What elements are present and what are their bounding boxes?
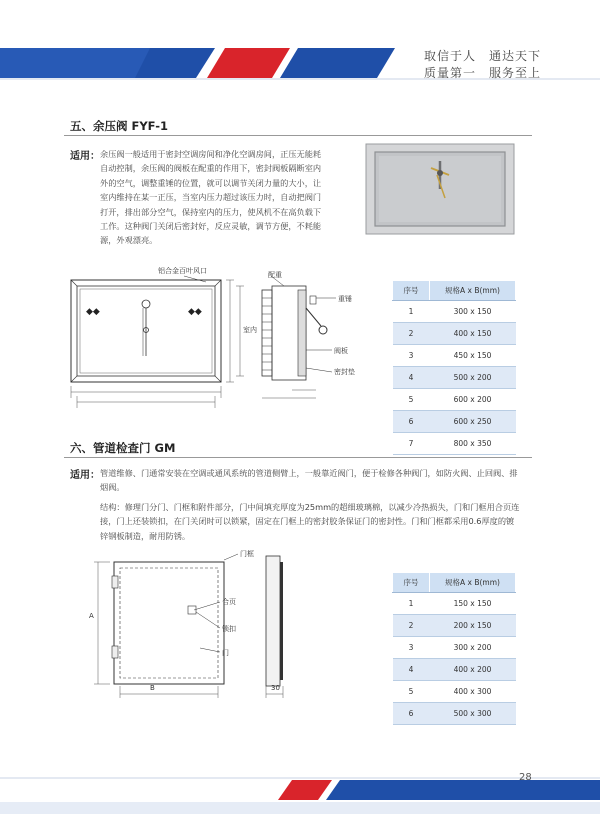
cell-index: 3 — [393, 345, 430, 367]
section6-spec-table — [392, 572, 516, 725]
cell-index: 2 — [393, 323, 430, 345]
table-row — [393, 301, 516, 323]
cell-index: 1 — [393, 593, 430, 615]
footer-stripes — [0, 770, 600, 814]
slogan-line-2: 质量第一 服务至上 — [424, 66, 542, 80]
s5-line-4: 室内维持在某一正压，当室内压力超过该压力时，自动把阀门 — [100, 192, 322, 203]
cell-index: 4 — [393, 367, 430, 389]
cell-spec: 500 x 300 — [430, 703, 516, 725]
label-hinge: 合页 — [222, 598, 236, 606]
table-header-row — [393, 573, 516, 593]
label-seal-pad: 密封垫 — [334, 368, 355, 376]
section6-usage — [100, 466, 540, 495]
cell-index: 7 — [393, 433, 430, 455]
table-row — [393, 433, 516, 455]
cell-index: 3 — [393, 637, 430, 659]
section6-divider — [64, 457, 532, 458]
cell-spec: 600 x 250 — [430, 411, 516, 433]
s5-line-1: 余压阀一般适用于密封空调房间和净化空调房间，正压无能耗 — [100, 149, 322, 159]
label-louver: 铝合金百叶风口 — [158, 267, 207, 275]
s5-line-3: 外的空气，调整重锤的位置，就可以调节关闭力量的大小，让 — [100, 177, 322, 188]
cell-spec: 400 x 150 — [430, 323, 516, 345]
section5-description — [100, 147, 362, 248]
pressure-valve-drawing — [66, 268, 366, 418]
slogan — [424, 48, 541, 82]
cell-index: 4 — [393, 659, 430, 681]
table-row — [393, 367, 516, 389]
cell-index: 2 — [393, 615, 430, 637]
table-row — [393, 323, 516, 345]
section5-usage-label: 适用： — [70, 151, 100, 162]
table-row — [393, 703, 516, 725]
cell-index: 5 — [393, 389, 430, 411]
s6-usage-line-2: 烟阀。 — [100, 482, 125, 493]
s5-line-5: 打开，排出部分空气，保持室内的压力，使风机不在高负载下 — [100, 206, 322, 217]
label-dim-b: B — [150, 684, 155, 692]
label-valve-plate: 阀板 — [334, 347, 348, 355]
section5-title: 五、余压阀 FYF-1 — [70, 119, 168, 133]
svg-text:◆◆: ◆◆ — [188, 307, 202, 317]
cell-spec: 400 x 300 — [430, 681, 516, 703]
inspection-door-drawing — [80, 548, 310, 703]
s5-line-2: 自动控制，余压阀的阀板在配重的作用下，密封阀板隔断室内 — [100, 163, 322, 174]
cell-spec: 150 x 150 — [430, 593, 516, 615]
table-row — [393, 615, 516, 637]
cell-index: 6 — [393, 703, 430, 725]
pressure-valve-photo — [365, 143, 515, 235]
header-index: 序号 — [393, 281, 430, 301]
header-index: 序号 — [393, 573, 430, 593]
s5-line-7: 源，外观漂亮。 — [100, 235, 158, 246]
label-frame: 门框 — [240, 550, 254, 558]
label-lock: 锁扣 — [222, 625, 236, 633]
cell-spec: 450 x 150 — [430, 345, 516, 367]
label-hammer: 重锤 — [338, 295, 352, 303]
cell-spec: 300 x 150 — [430, 301, 516, 323]
section6-structure — [100, 500, 540, 543]
table-row — [393, 659, 516, 681]
label-door: 门 — [222, 649, 229, 657]
s5-line-6: 工作。这种阀门关闭后密封好，反应灵敏，调节方便，不耗能 — [100, 221, 322, 232]
section5-divider — [64, 135, 532, 136]
header-spec: 规格A x B(mm) — [430, 573, 516, 593]
table-row — [393, 593, 516, 615]
table-row — [393, 637, 516, 659]
section6-usage-label: 适用： — [70, 470, 100, 481]
s6-usage-line-1: 管道维修、门通常安装在空调或通风系统的管道侧臂上，一般靠近阀门，便于检修各种阀门，如防火阀、止回阀、排 — [100, 468, 518, 478]
cell-index: 1 — [393, 301, 430, 323]
cell-spec: 400 x 200 — [430, 659, 516, 681]
header-spec: 规格A x B(mm) — [430, 281, 516, 301]
label-dim-30: 30 — [271, 684, 280, 692]
label-indoor: 室内 — [243, 326, 257, 334]
page-number: 28 — [519, 772, 532, 783]
cell-index: 6 — [393, 411, 430, 433]
s6-struct-line-2: 接，门上还装锁扣，在门关闭时可以锁紧，固定在门框上的密封胶条保证门的密封性。门和门框都采用0.6厚度的镀 — [100, 516, 515, 527]
table-row — [393, 681, 516, 703]
s6-struct-line-1: 结构：修理门分门、门框和附件部分，门中间填充厚度为25mm的超细玻璃棉，以减少冷热损失，门和门框用合页连 — [100, 502, 520, 512]
svg-text:◆◆: ◆◆ — [86, 307, 100, 317]
cell-spec: 800 x 350 — [430, 433, 516, 455]
table-header-row — [393, 281, 516, 301]
cell-spec: 500 x 200 — [430, 367, 516, 389]
section5-spec-table — [392, 280, 516, 455]
s6-struct-line-3: 锌钢板制造，耐用防锈。 — [100, 530, 191, 541]
section6-title: 六、管道检查门 GM — [70, 441, 176, 455]
table-row — [393, 389, 516, 411]
label-counterweight: 配重 — [268, 271, 282, 279]
cell-spec: 600 x 200 — [430, 389, 516, 411]
slogan-line-1: 取信于人 通达天下 — [424, 49, 542, 63]
cell-index: 5 — [393, 681, 430, 703]
cell-spec: 300 x 200 — [430, 637, 516, 659]
label-dim-a: A — [89, 612, 94, 620]
table-row — [393, 411, 516, 433]
table-row — [393, 345, 516, 367]
cell-spec: 200 x 150 — [430, 615, 516, 637]
